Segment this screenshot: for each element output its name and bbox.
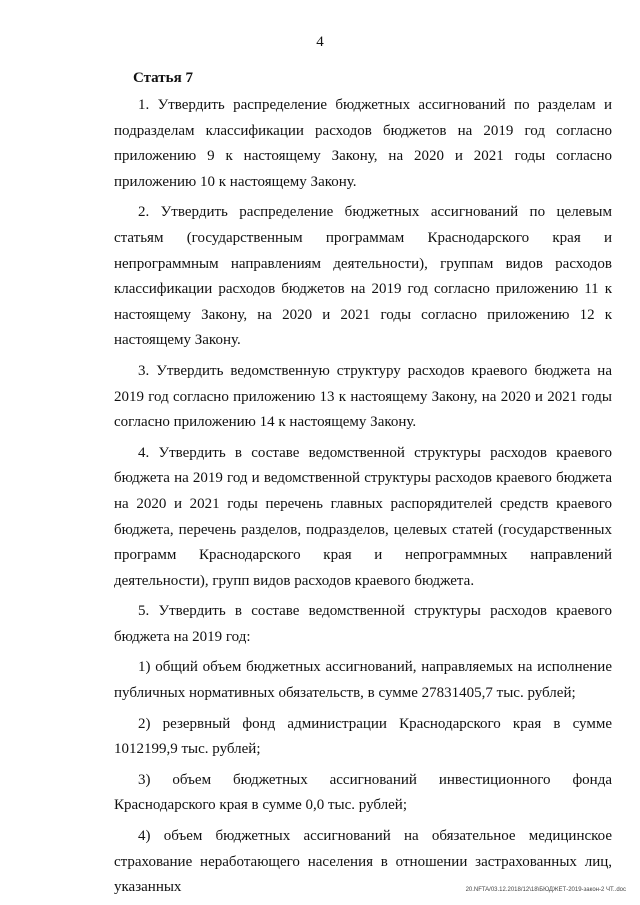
paragraph-2: 2. Утвердить распределение бюджетных ассигнований по целевым статьям (государственным программам Краснодарского края и непрограммным направлениям деятельности), группам видов расходов классификации расходов бюджетов на 2019 год согласно приложению 11 к настоящему Закону, на 2020 и 2021 годы согласно приложению 12 к настоящему Закону. (114, 204, 612, 349)
article-title: Статья 7 (133, 70, 193, 86)
subitem-1: 1) общий объем бюджетных ассигнований, направляемых на исполнение публичных нормативных обязательств, в сумме 27831405,7 тыс. рублей; (114, 659, 612, 702)
paragraph-3: 3. Утвердить ведомственную структуру расходов краевого бюджета на 2019 год согласно приложению 13 к настоящему Закону, на 2020 и 2021 годы согласно приложению 14 к настоящему Закону. (114, 362, 612, 431)
page-number: 4 (316, 34, 324, 50)
article-body (114, 93, 612, 901)
paragraph-5: 5. Утвердить в составе ведомственной структуры расходов краевого бюджета на 2019 год: (114, 603, 612, 645)
paragraph-4: 4. Утвердить в составе ведомственной структуры расходов краевого бюджета на 2019 год и ведомственной структуры расходов краевого бюджета на 2020 и 2021 годы перечень главных распорядителей средств краевого бюджета, перечень разделов, подразделов, целевых статей (государственных программ Краснодарского края и непрограммных направлений деятельности), групп видов расходов краевого бюджета. (114, 444, 612, 589)
subitem-3: 3) объем бюджетных ассигнований инвестиционного фонда Краснодарского края в сумме 0,0 тыс. рублей; (114, 771, 612, 814)
subitem-2: 2) резервный фонд администрации Краснодарского края в сумме 1012199,9 тыс. рублей; (114, 715, 612, 758)
footer-file-path: 20.NFTA/03.12.2018/12\18\БЮДЖЕТ-2019-закон-2 ЧТ..doc (465, 887, 626, 893)
paragraph-1: 1. Утвердить распределение бюджетных ассигнований по разделам и подразделам классификации расходов бюджетов на 2019 год согласно приложению 9 к настоящему Закону, на 2020 и 2021 годы согласно приложению 10 к настоящему Закону. (114, 97, 612, 190)
subitem-4: 4) объем бюджетных ассигнований на обязательное медицинское страхование неработающего населения в отношении застрахованных лиц, указанных (114, 828, 612, 896)
